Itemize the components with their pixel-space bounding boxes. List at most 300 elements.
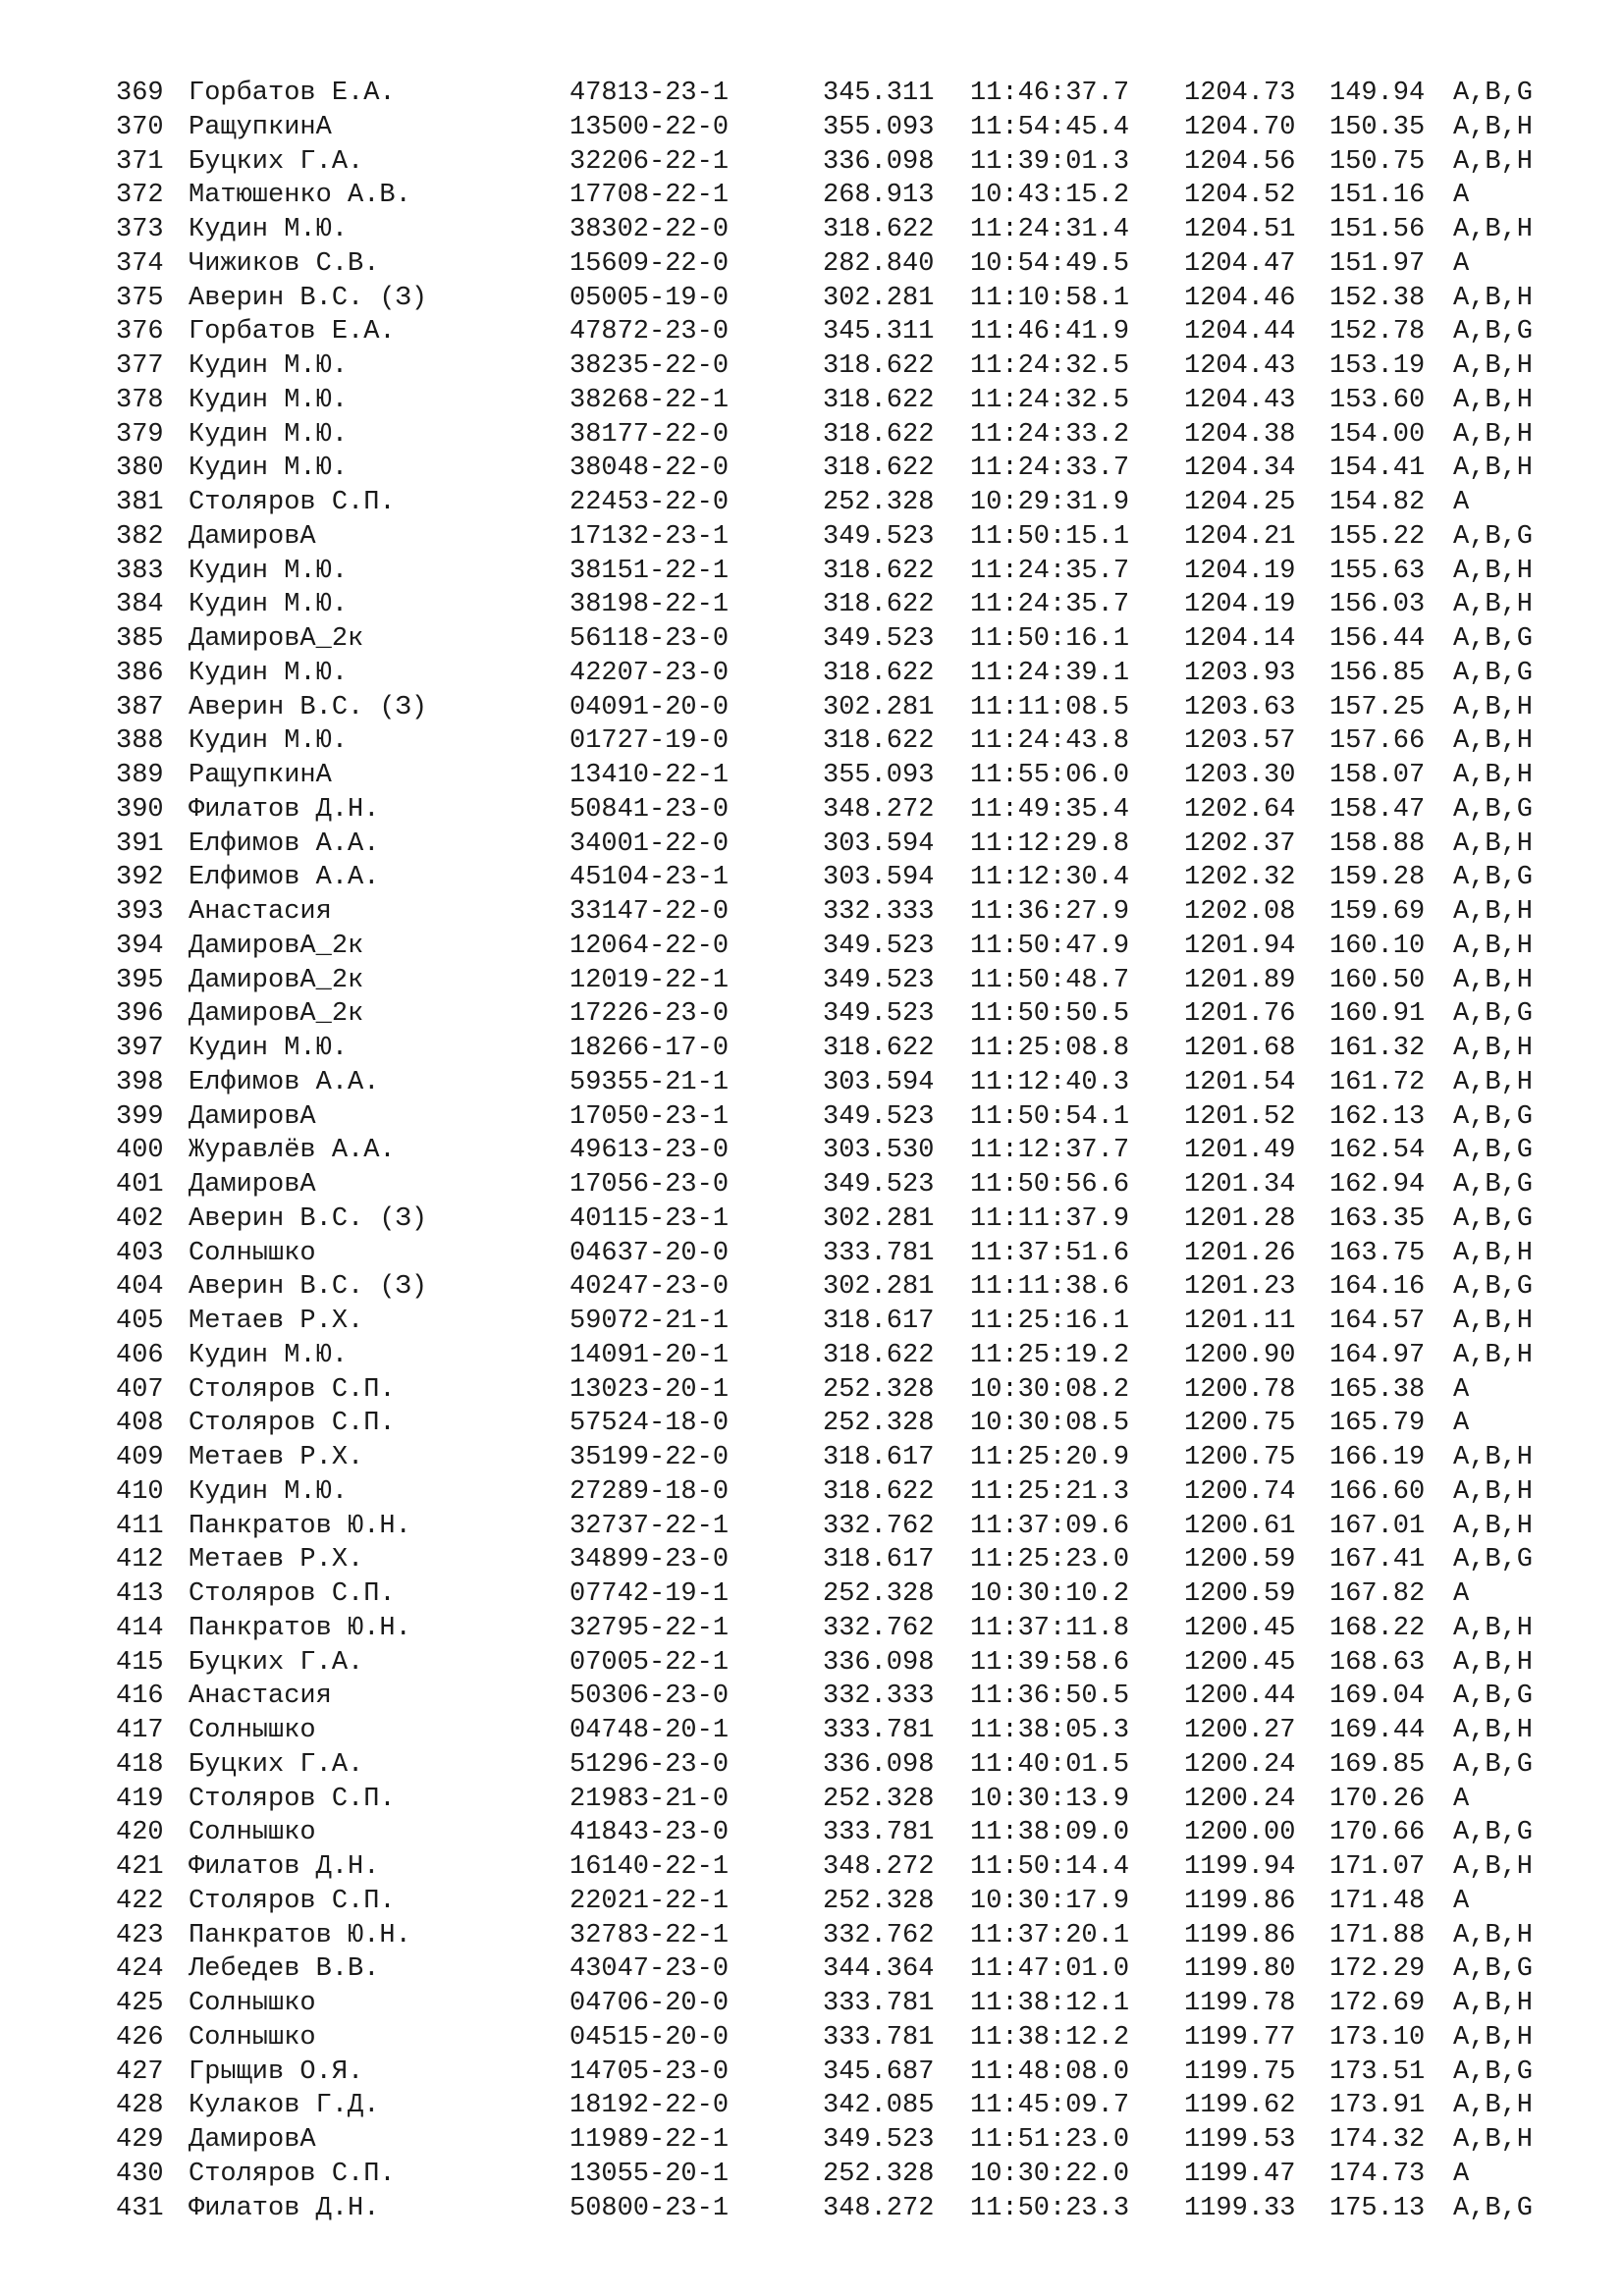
fancier-name: Столяров С.П. bbox=[189, 1409, 396, 1439]
ring-number: 57524-18-0 bbox=[569, 1409, 730, 1439]
points-value: 164.57 bbox=[1329, 1307, 1426, 1336]
table-row bbox=[116, 1475, 1589, 1510]
distance-km: 336.098 bbox=[823, 1647, 935, 1678]
ring-number: 43047-23-0 bbox=[569, 1954, 730, 1985]
result-place: 431 bbox=[116, 2193, 164, 2223]
arrival-time: 11:25:16.1 bbox=[970, 1307, 1130, 1336]
result-place: 392 bbox=[116, 863, 164, 893]
ring-number: 42207-23-0 bbox=[569, 658, 730, 688]
ring-number: 50800-23-1 bbox=[569, 2193, 730, 2223]
ring-number: 41843-23-0 bbox=[569, 1818, 730, 1848]
distance-km: 348.272 bbox=[823, 1852, 935, 1882]
table-row bbox=[116, 657, 1589, 691]
fancier-name: Лебедев В.В. bbox=[189, 1954, 380, 1985]
result-place: 425 bbox=[116, 1989, 164, 2018]
distance-km: 252.328 bbox=[823, 1374, 935, 1405]
speed-value: 1204.34 bbox=[1184, 454, 1296, 484]
ring-number: 47872-23-0 bbox=[569, 317, 730, 347]
ring-number: 13055-20-1 bbox=[569, 2159, 730, 2189]
points-value: 172.69 bbox=[1329, 1989, 1426, 2018]
points-value: 169.85 bbox=[1329, 1749, 1426, 1780]
ring-number: 11989-22-1 bbox=[569, 2125, 730, 2155]
distance-km: 252.328 bbox=[823, 1579, 935, 1609]
table-row bbox=[116, 2192, 1589, 2226]
fancier-name: Кудин М.Ю. bbox=[189, 658, 349, 688]
speed-value: 1201.34 bbox=[1184, 1170, 1296, 1200]
points-value: 151.97 bbox=[1329, 248, 1426, 279]
ring-number: 16140-22-1 bbox=[569, 1852, 730, 1882]
distance-km: 318.622 bbox=[823, 1476, 935, 1507]
arrival-time: 11:12:29.8 bbox=[970, 828, 1130, 859]
points-value: 155.22 bbox=[1329, 521, 1426, 552]
points-value: 173.51 bbox=[1329, 2056, 1426, 2087]
categories: A bbox=[1453, 181, 1470, 211]
points-value: 167.82 bbox=[1329, 1579, 1426, 1609]
categories: A,B,H bbox=[1453, 965, 1534, 995]
results-table bbox=[116, 77, 1589, 2225]
arrival-time: 11:25:20.9 bbox=[970, 1443, 1130, 1472]
fancier-name: Солнышко bbox=[189, 2022, 316, 2053]
points-value: 165.79 bbox=[1329, 1409, 1426, 1439]
points-value: 156.85 bbox=[1329, 658, 1426, 688]
points-value: 165.38 bbox=[1329, 1374, 1426, 1405]
points-value: 157.66 bbox=[1329, 726, 1426, 757]
speed-value: 1200.59 bbox=[1184, 1545, 1296, 1575]
table-row bbox=[116, 179, 1589, 213]
categories: A,B,H bbox=[1453, 215, 1534, 244]
arrival-time: 11:24:35.7 bbox=[970, 590, 1130, 620]
fancier-name: Кудин М.Ю. bbox=[189, 1340, 349, 1370]
table-row bbox=[116, 418, 1589, 453]
fancier-name: Кудин М.Ю. bbox=[189, 419, 349, 450]
fancier-name: Метаев Р.Х. bbox=[189, 1307, 364, 1336]
points-value: 161.32 bbox=[1329, 1034, 1426, 1063]
fancier-name: Филатов Д.Н. bbox=[189, 2193, 380, 2223]
table-row bbox=[116, 895, 1589, 930]
table-row bbox=[116, 1407, 1589, 1441]
speed-value: 1199.53 bbox=[1184, 2125, 1296, 2155]
arrival-time: 11:46:41.9 bbox=[970, 317, 1130, 347]
points-value: 150.75 bbox=[1329, 146, 1426, 177]
arrival-time: 10:30:08.5 bbox=[970, 1409, 1130, 1439]
categories: A,B,H bbox=[1453, 112, 1534, 142]
points-value: 164.16 bbox=[1329, 1272, 1426, 1303]
result-place: 412 bbox=[116, 1545, 164, 1575]
distance-km: 303.594 bbox=[823, 1067, 935, 1097]
arrival-time: 11:11:38.6 bbox=[970, 1272, 1130, 1303]
categories: A,B,H bbox=[1453, 1443, 1534, 1472]
speed-value: 1200.59 bbox=[1184, 1579, 1296, 1609]
result-place: 377 bbox=[116, 351, 164, 381]
fancier-name: Аверин В.С. (З) bbox=[189, 1203, 428, 1234]
categories: A,B,H bbox=[1453, 1920, 1534, 1950]
categories: A,B,H bbox=[1453, 1613, 1534, 1643]
ring-number: 18266-17-0 bbox=[569, 1034, 730, 1063]
arrival-time: 11:40:01.5 bbox=[970, 1749, 1130, 1780]
distance-km: 348.272 bbox=[823, 2193, 935, 2223]
table-row bbox=[116, 1100, 1589, 1135]
ring-number: 50306-23-0 bbox=[569, 1682, 730, 1712]
result-place: 372 bbox=[116, 181, 164, 211]
arrival-time: 11:24:33.7 bbox=[970, 454, 1130, 484]
fancier-name: Буцких Г.А. bbox=[189, 146, 364, 177]
categories: A,B,H bbox=[1453, 2091, 1534, 2121]
speed-value: 1204.25 bbox=[1184, 488, 1296, 517]
ring-number: 38235-22-0 bbox=[569, 351, 730, 381]
fancier-name: ДамировА_2к bbox=[189, 931, 364, 961]
result-place: 420 bbox=[116, 1818, 164, 1848]
points-value: 156.03 bbox=[1329, 590, 1426, 620]
fancier-name: Кудин М.Ю. bbox=[189, 1476, 349, 1507]
speed-value: 1204.44 bbox=[1184, 317, 1296, 347]
speed-value: 1200.00 bbox=[1184, 1818, 1296, 1848]
fancier-name: ДамировА_2к bbox=[189, 999, 364, 1030]
ring-number: 59072-21-1 bbox=[569, 1307, 730, 1336]
categories: A bbox=[1453, 1409, 1470, 1439]
categories: A,B,H bbox=[1453, 1307, 1534, 1336]
ring-number: 14091-20-1 bbox=[569, 1340, 730, 1370]
points-value: 168.22 bbox=[1329, 1613, 1426, 1643]
table-row bbox=[116, 555, 1589, 589]
table-row bbox=[116, 1237, 1589, 1271]
points-value: 160.50 bbox=[1329, 965, 1426, 995]
result-place: 376 bbox=[116, 317, 164, 347]
result-place: 389 bbox=[116, 761, 164, 790]
ring-number: 38048-22-0 bbox=[569, 454, 730, 484]
distance-km: 333.781 bbox=[823, 1238, 935, 1268]
fancier-name: ДамировА_2к bbox=[189, 965, 364, 995]
arrival-time: 11:50:23.3 bbox=[970, 2193, 1130, 2223]
result-place: 369 bbox=[116, 79, 164, 108]
fancier-name: Солнышко bbox=[189, 1818, 316, 1848]
points-value: 158.07 bbox=[1329, 761, 1426, 790]
points-value: 170.66 bbox=[1329, 1818, 1426, 1848]
categories: A,B,H bbox=[1453, 283, 1534, 313]
ring-number: 12019-22-1 bbox=[569, 965, 730, 995]
speed-value: 1199.80 bbox=[1184, 1954, 1296, 1985]
result-place: 382 bbox=[116, 521, 164, 552]
table-row bbox=[116, 997, 1589, 1032]
speed-value: 1203.93 bbox=[1184, 658, 1296, 688]
categories: A,B,H bbox=[1453, 2125, 1534, 2155]
distance-km: 318.622 bbox=[823, 215, 935, 244]
table-row bbox=[116, 2158, 1589, 2192]
result-place: 429 bbox=[116, 2125, 164, 2155]
points-value: 171.88 bbox=[1329, 1920, 1426, 1950]
distance-km: 332.333 bbox=[823, 1682, 935, 1712]
fancier-name: Солнышко bbox=[189, 1238, 316, 1268]
speed-value: 1201.26 bbox=[1184, 1238, 1296, 1268]
arrival-time: 10:29:31.9 bbox=[970, 488, 1130, 517]
categories: A,B,H bbox=[1453, 1238, 1534, 1268]
fancier-name: ДамировА bbox=[189, 521, 316, 552]
result-place: 383 bbox=[116, 556, 164, 586]
fancier-name: Столяров С.П. bbox=[189, 2159, 396, 2189]
arrival-time: 11:45:09.7 bbox=[970, 2091, 1130, 2121]
table-row bbox=[116, 452, 1589, 486]
result-place: 419 bbox=[116, 1784, 164, 1814]
categories: A bbox=[1453, 248, 1470, 279]
table-row bbox=[116, 1748, 1589, 1783]
categories: A,B,G bbox=[1453, 794, 1534, 825]
categories: A,B,H bbox=[1453, 1511, 1534, 1541]
fancier-name: Столяров С.П. bbox=[189, 488, 396, 517]
speed-value: 1204.19 bbox=[1184, 556, 1296, 586]
result-place: 398 bbox=[116, 1067, 164, 1097]
ring-number: 17226-23-0 bbox=[569, 999, 730, 1030]
arrival-time: 11:11:08.5 bbox=[970, 692, 1130, 722]
distance-km: 344.364 bbox=[823, 1954, 935, 1985]
arrival-time: 11:25:23.0 bbox=[970, 1545, 1130, 1575]
ring-number: 34899-23-0 bbox=[569, 1545, 730, 1575]
result-place: 374 bbox=[116, 248, 164, 279]
distance-km: 252.328 bbox=[823, 2159, 935, 2189]
categories: A,B,G bbox=[1453, 999, 1534, 1030]
result-place: 390 bbox=[116, 794, 164, 825]
fancier-name: Кудин М.Ю. bbox=[189, 726, 349, 757]
result-place: 399 bbox=[116, 1101, 164, 1132]
result-place: 423 bbox=[116, 1920, 164, 1950]
result-place: 403 bbox=[116, 1238, 164, 1268]
distance-km: 332.333 bbox=[823, 897, 935, 927]
table-row bbox=[116, 691, 1589, 725]
result-place: 395 bbox=[116, 965, 164, 995]
result-place: 410 bbox=[116, 1476, 164, 1507]
table-row bbox=[116, 622, 1589, 657]
fancier-name: Филатов Д.Н. bbox=[189, 1852, 380, 1882]
fancier-name: Горбатов Е.А. bbox=[189, 79, 396, 108]
arrival-time: 11:50:48.7 bbox=[970, 965, 1130, 995]
points-value: 169.04 bbox=[1329, 1682, 1426, 1712]
speed-value: 1204.21 bbox=[1184, 521, 1296, 552]
ring-number: 04637-20-0 bbox=[569, 1238, 730, 1268]
result-place: 414 bbox=[116, 1613, 164, 1643]
result-place: 388 bbox=[116, 726, 164, 757]
categories: A,B,H bbox=[1453, 1716, 1534, 1745]
arrival-time: 11:24:39.1 bbox=[970, 658, 1130, 688]
speed-value: 1204.43 bbox=[1184, 351, 1296, 381]
table-row bbox=[116, 1919, 1589, 1953]
speed-value: 1202.32 bbox=[1184, 863, 1296, 893]
table-row bbox=[116, 930, 1589, 964]
speed-value: 1199.47 bbox=[1184, 2159, 1296, 2189]
table-row bbox=[116, 1032, 1589, 1066]
categories: A,B,G bbox=[1453, 624, 1534, 654]
result-place: 428 bbox=[116, 2091, 164, 2121]
distance-km: 332.762 bbox=[823, 1613, 935, 1643]
categories: A,B,G bbox=[1453, 79, 1534, 108]
result-place: 417 bbox=[116, 1716, 164, 1745]
ring-number: 22453-22-0 bbox=[569, 488, 730, 517]
distance-km: 318.622 bbox=[823, 351, 935, 381]
distance-km: 318.617 bbox=[823, 1307, 935, 1336]
distance-km: 318.622 bbox=[823, 1034, 935, 1063]
table-row bbox=[116, 111, 1589, 145]
table-row bbox=[116, 247, 1589, 282]
arrival-time: 10:43:15.2 bbox=[970, 181, 1130, 211]
distance-km: 252.328 bbox=[823, 1886, 935, 1916]
speed-value: 1199.78 bbox=[1184, 1989, 1296, 2018]
fancier-name: Елфимов А.А. bbox=[189, 1067, 380, 1097]
points-value: 154.41 bbox=[1329, 454, 1426, 484]
categories: A,B,G bbox=[1453, 658, 1534, 688]
points-value: 162.13 bbox=[1329, 1101, 1426, 1132]
points-value: 166.19 bbox=[1329, 1443, 1426, 1472]
distance-km: 318.622 bbox=[823, 419, 935, 450]
arrival-time: 11:24:31.4 bbox=[970, 215, 1130, 244]
fancier-name: Кудин М.Ю. bbox=[189, 351, 349, 381]
points-value: 167.01 bbox=[1329, 1511, 1426, 1541]
ring-number: 04091-20-0 bbox=[569, 692, 730, 722]
result-place: 397 bbox=[116, 1034, 164, 1063]
points-value: 163.35 bbox=[1329, 1203, 1426, 1234]
arrival-time: 11:25:19.2 bbox=[970, 1340, 1130, 1370]
distance-km: 332.762 bbox=[823, 1511, 935, 1541]
points-value: 156.44 bbox=[1329, 624, 1426, 654]
result-place: 402 bbox=[116, 1203, 164, 1234]
table-row bbox=[116, 315, 1589, 349]
points-value: 164.97 bbox=[1329, 1340, 1426, 1370]
table-row bbox=[116, 1577, 1589, 1612]
distance-km: 282.840 bbox=[823, 248, 935, 279]
speed-value: 1204.14 bbox=[1184, 624, 1296, 654]
result-place: 413 bbox=[116, 1579, 164, 1609]
table-row bbox=[116, 282, 1589, 316]
result-place: 373 bbox=[116, 215, 164, 244]
distance-km: 345.311 bbox=[823, 317, 935, 347]
categories: A,B,G bbox=[1453, 1818, 1534, 1848]
fancier-name: Елфимов А.А. bbox=[189, 828, 380, 859]
points-value: 170.26 bbox=[1329, 1784, 1426, 1814]
result-place: 422 bbox=[116, 1886, 164, 1916]
speed-value: 1200.24 bbox=[1184, 1749, 1296, 1780]
arrival-time: 11:25:21.3 bbox=[970, 1476, 1130, 1507]
ring-number: 38198-22-1 bbox=[569, 590, 730, 620]
categories: A,B,H bbox=[1453, 931, 1534, 961]
distance-km: 302.281 bbox=[823, 692, 935, 722]
table-row bbox=[116, 1952, 1589, 1987]
result-place: 394 bbox=[116, 931, 164, 961]
fancier-name: Елфимов А.А. bbox=[189, 863, 380, 893]
arrival-time: 11:37:51.6 bbox=[970, 1238, 1130, 1268]
ring-number: 51296-23-0 bbox=[569, 1749, 730, 1780]
fancier-name: Грыщив О.Я. bbox=[189, 2056, 364, 2087]
distance-km: 349.523 bbox=[823, 965, 935, 995]
categories: A,B,G bbox=[1453, 1101, 1534, 1132]
arrival-time: 11:50:54.1 bbox=[970, 1101, 1130, 1132]
fancier-name: Солнышко bbox=[189, 1716, 316, 1745]
arrival-time: 11:36:27.9 bbox=[970, 897, 1130, 927]
ring-number: 33147-22-0 bbox=[569, 897, 730, 927]
arrival-time: 11:24:33.2 bbox=[970, 419, 1130, 450]
distance-km: 336.098 bbox=[823, 1749, 935, 1780]
categories: A bbox=[1453, 1374, 1470, 1405]
categories: A,B,H bbox=[1453, 1647, 1534, 1678]
speed-value: 1200.45 bbox=[1184, 1647, 1296, 1678]
ring-number: 38302-22-0 bbox=[569, 215, 730, 244]
points-value: 162.94 bbox=[1329, 1170, 1426, 1200]
table-row bbox=[116, 520, 1589, 555]
ring-number: 56118-23-0 bbox=[569, 624, 730, 654]
arrival-time: 11:36:50.5 bbox=[970, 1682, 1130, 1712]
arrival-time: 10:54:49.5 bbox=[970, 248, 1130, 279]
distance-km: 349.523 bbox=[823, 931, 935, 961]
arrival-time: 11:51:23.0 bbox=[970, 2125, 1130, 2155]
speed-value: 1200.74 bbox=[1184, 1476, 1296, 1507]
table-row bbox=[116, 486, 1589, 520]
distance-km: 342.085 bbox=[823, 2091, 935, 2121]
arrival-time: 11:10:58.1 bbox=[970, 283, 1130, 313]
speed-value: 1199.33 bbox=[1184, 2193, 1296, 2223]
speed-value: 1202.64 bbox=[1184, 794, 1296, 825]
ring-number: 07005-22-1 bbox=[569, 1647, 730, 1678]
categories: A,B,G bbox=[1453, 2193, 1534, 2223]
categories: A,B,H bbox=[1453, 1989, 1534, 2018]
categories: A,B,G bbox=[1453, 317, 1534, 347]
distance-km: 349.523 bbox=[823, 521, 935, 552]
categories: A,B,H bbox=[1453, 590, 1534, 620]
categories: A,B,G bbox=[1453, 521, 1534, 552]
speed-value: 1201.28 bbox=[1184, 1203, 1296, 1234]
ring-number: 05005-19-0 bbox=[569, 283, 730, 313]
table-row bbox=[116, 1441, 1589, 1475]
distance-km: 333.781 bbox=[823, 2022, 935, 2053]
distance-km: 355.093 bbox=[823, 112, 935, 142]
categories: A,B,G bbox=[1453, 1749, 1534, 1780]
table-row bbox=[116, 213, 1589, 247]
fancier-name: Столяров С.П. bbox=[189, 1579, 396, 1609]
table-row bbox=[116, 1646, 1589, 1681]
arrival-time: 11:24:43.8 bbox=[970, 726, 1130, 757]
arrival-time: 11:38:05.3 bbox=[970, 1716, 1130, 1745]
result-place: 381 bbox=[116, 488, 164, 517]
fancier-name: Метаев Р.Х. bbox=[189, 1545, 364, 1575]
distance-km: 318.617 bbox=[823, 1545, 935, 1575]
result-place: 418 bbox=[116, 1749, 164, 1780]
arrival-time: 10:30:17.9 bbox=[970, 1886, 1130, 1916]
table-row bbox=[116, 964, 1589, 998]
speed-value: 1200.44 bbox=[1184, 1682, 1296, 1712]
ring-number: 27289-18-0 bbox=[569, 1476, 730, 1507]
speed-value: 1200.90 bbox=[1184, 1340, 1296, 1370]
points-value: 173.91 bbox=[1329, 2091, 1426, 2121]
categories: A bbox=[1453, 1784, 1470, 1814]
table-row bbox=[116, 1885, 1589, 1919]
categories: A,B,G bbox=[1453, 1545, 1534, 1575]
speed-value: 1204.51 bbox=[1184, 215, 1296, 244]
arrival-time: 11:50:14.4 bbox=[970, 1852, 1130, 1882]
distance-km: 336.098 bbox=[823, 146, 935, 177]
speed-value: 1199.75 bbox=[1184, 2056, 1296, 2087]
points-value: 167.41 bbox=[1329, 1545, 1426, 1575]
speed-value: 1204.56 bbox=[1184, 146, 1296, 177]
result-place: 379 bbox=[116, 419, 164, 450]
result-place: 370 bbox=[116, 112, 164, 142]
points-value: 152.78 bbox=[1329, 317, 1426, 347]
points-value: 160.10 bbox=[1329, 931, 1426, 961]
distance-km: 318.622 bbox=[823, 385, 935, 415]
arrival-time: 11:50:15.1 bbox=[970, 521, 1130, 552]
ring-number: 22021-22-1 bbox=[569, 1886, 730, 1916]
distance-km: 349.523 bbox=[823, 2125, 935, 2155]
distance-km: 349.523 bbox=[823, 999, 935, 1030]
speed-value: 1204.73 bbox=[1184, 79, 1296, 108]
distance-km: 349.523 bbox=[823, 1101, 935, 1132]
speed-value: 1200.78 bbox=[1184, 1374, 1296, 1405]
distance-km: 348.272 bbox=[823, 794, 935, 825]
speed-value: 1200.24 bbox=[1184, 1784, 1296, 1814]
points-value: 150.35 bbox=[1329, 112, 1426, 142]
